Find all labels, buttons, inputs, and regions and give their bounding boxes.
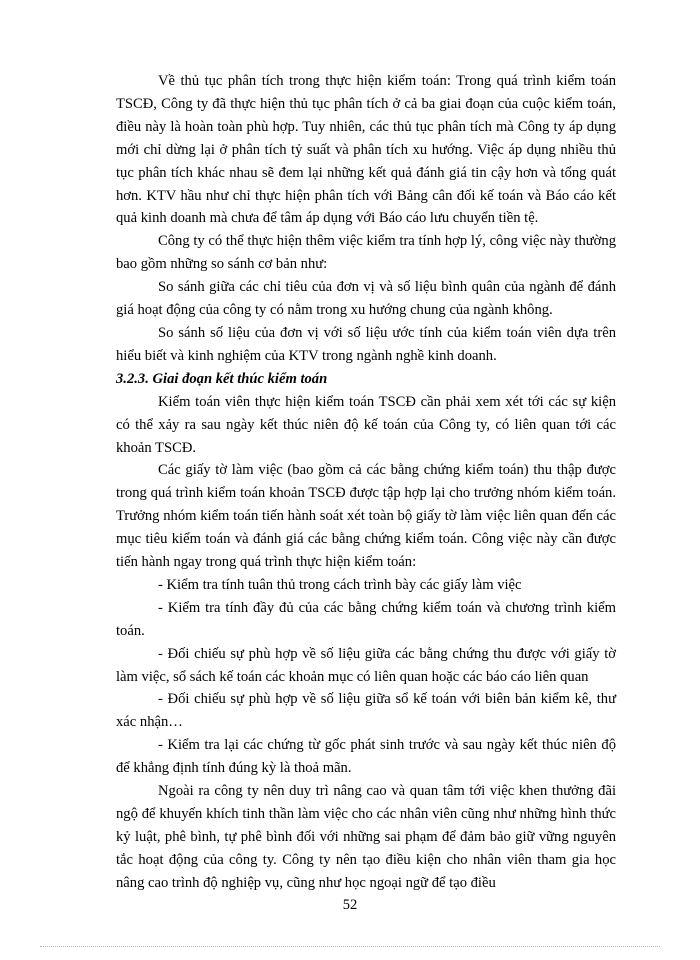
- list-item-evidence-reconciliation: - Đối chiếu sự phù hợp về số liệu giữa các bằng chứng thu được với giấy tờ làm việc, sổ sách kế toán các khoản mục có liên quan hoặc các báo cáo liên quan: [116, 645, 616, 685]
- page-number: 52: [342, 897, 358, 913]
- paragraph-staff-incentives: Ngoài ra công ty nên duy trì nâng cao và quan tâm tới việc khen thưởng đãi ngộ để khuyến khích tinh thần làm việc cho các nhân viên cũng như những hình thức kỷ luật, phê bình, tự phê bình đối với những sai phạm để đảm bảo giữ vững nguyên tắc hoạt động của công ty. Công ty nên tạo điều kiện cho nhân viên tham gia học nâng cao trình độ nghiệp vụ, cũng như học ngoại ngữ để tạo điều: [116, 783, 616, 891]
- paragraph-industry-comparison: So sánh giữa các chỉ tiêu của đơn vị và số liệu bình quân của ngành để đánh giá hoạt động của công ty có nằm trong xu hướng chung của ngành không.: [116, 279, 616, 319]
- paragraph-subsequent-events: Kiểm toán viên thực hiện kiểm toán TSCĐ cần phải xem xét tới các sự kiện có thể xảy ra sau ngày kết thúc niên độ kế toán của Công ty, có liên quan tới các khoản TSCĐ.: [116, 393, 616, 456]
- paragraph-working-papers-review: Các giấy tờ làm việc (bao gồm cả các bằng chứng kiểm toán) thu thập được trong quá trình kiểm toán khoản TSCĐ được tập hợp lại cho trưởng nhóm kiểm toán. Trưởng nhóm kiểm toán tiến hành soát xét toàn bộ giấy tờ làm việc liên quan đến các mục tiêu kiểm toán và đánh giá các bằng chứng kiểm toán. Công việc này cần được tiến hành ngay trong quá trình thực hiện kiểm toán:: [116, 462, 616, 571]
- list-item-completeness-check: - Kiểm tra tính đầy đủ của các bằng chứng kiểm toán và chương trình kiểm toán.: [116, 599, 616, 639]
- section-heading: 3.2.3. Giai đoạn kết thúc kiểm toán: [116, 370, 328, 387]
- list-item-compliance-check: - Kiểm tra tính tuân thủ trong cách trình bày các giấy làm việc: [158, 576, 522, 593]
- paragraph-analytical-procedures: Về thủ tục phân tích trong thực hiện kiểm toán: Trong quá trình kiểm toán TSCĐ, Công ty đã thực hiện thủ tục phân tích ở cả ba giai đoạn của cuộc kiểm toán, điều này là hoàn toàn phù hợp. Tuy nhiên, các thủ tục phân tích mà Công ty áp dụng mới chỉ dừng lại ở phân tích tỷ suất và phân tích xu hướng. Việc áp dụng nhiều thủ tục phân tích khác nhau sẽ đem lại những kết quả đánh giá tin cậy hơn và tổng quát hơn. KTV hầu như chỉ thực hiện phân tích với Bảng cân đối kế toán và Báo cáo kết quả kinh doanh mà chưa để tâm áp dụng với Báo cáo lưu chuyển tiền tệ.: [116, 73, 616, 227]
- paragraph-auditor-estimate-comparison: So sánh số liệu của đơn vị với số liệu ước tính của kiểm toán viên dựa trên hiểu biết và kinh nghiệm của KTV trong ngành nghề kinh doanh.: [116, 324, 616, 364]
- page-bottom-divider: [40, 946, 660, 947]
- paragraph-reasonableness-tests: Công ty có thể thực hiện thêm việc kiểm tra tính hợp lý, công việc này thường bao gồm những so sánh cơ bản như:: [116, 233, 616, 273]
- list-item-cutoff-check: - Kiểm tra lại các chứng từ gốc phát sinh trước và sau ngày kết thúc niên độ để khẳng định tính đúng kỳ là thoả mãn.: [116, 737, 616, 777]
- page-body: [116, 70, 616, 895]
- list-item-ledger-reconciliation: - Đối chiếu sự phù hợp về số liệu giữa sổ kế toán với biên bản kiểm kê, thư xác nhận…: [116, 691, 616, 731]
